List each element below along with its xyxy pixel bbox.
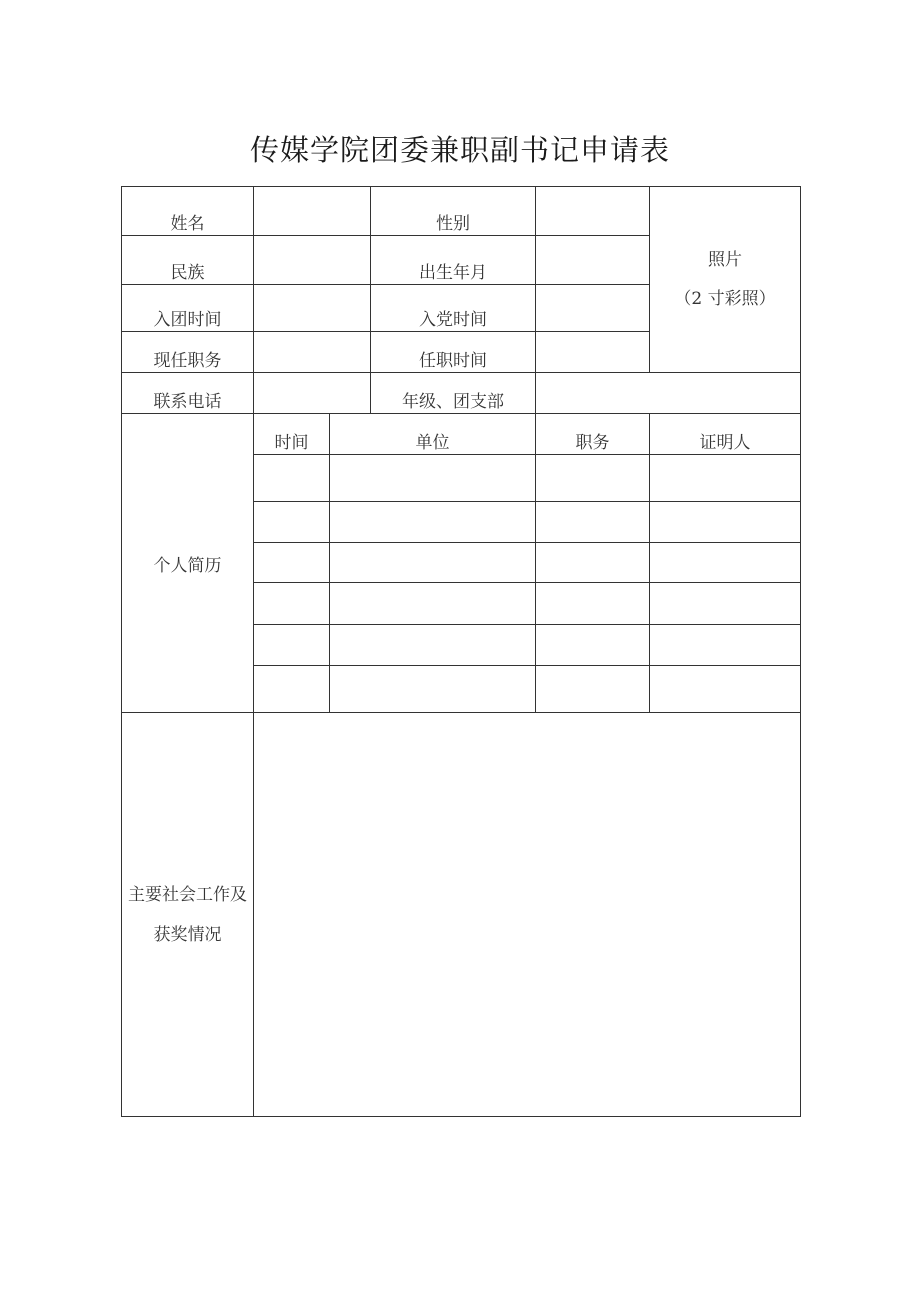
join-league-label: 入团时间	[122, 285, 254, 332]
resume-post-cell[interactable]	[536, 625, 650, 666]
social-work-label-line2: 获奖情况	[153, 924, 222, 945]
resume-post-cell[interactable]	[536, 543, 650, 583]
resume-time-cell[interactable]	[254, 583, 330, 625]
resume-witness-cell[interactable]	[650, 455, 801, 502]
resume-witness-cell[interactable]	[650, 625, 801, 666]
resume-time-cell[interactable]	[254, 502, 330, 543]
resume-unit-cell[interactable]	[330, 625, 536, 666]
resume-post-cell[interactable]	[536, 502, 650, 543]
resume-unit-cell[interactable]	[330, 502, 536, 543]
resume-header-time: 时间	[254, 414, 330, 455]
resume-time-cell[interactable]	[254, 666, 330, 713]
page-title: 传媒学院团委兼职副书记申请表	[249, 133, 670, 167]
social-work-field[interactable]	[254, 713, 801, 1117]
resume-time-cell[interactable]	[254, 543, 330, 583]
resume-time-cell[interactable]	[254, 455, 330, 502]
resume-witness-cell[interactable]	[650, 502, 801, 543]
resume-header-witness: 证明人	[650, 414, 801, 455]
grade-branch-field[interactable]	[536, 373, 801, 414]
resume-post-cell[interactable]	[536, 583, 650, 625]
name-label: 姓名	[122, 187, 254, 236]
phone-label: 联系电话	[122, 373, 254, 414]
photo-box[interactable]	[650, 187, 801, 373]
resume-witness-cell[interactable]	[650, 543, 801, 583]
resume-label: 个人简历	[122, 414, 254, 713]
gender-label: 性别	[371, 187, 536, 236]
form-table	[121, 186, 801, 1117]
social-work-label-line1: 主要社会工作及	[128, 884, 247, 905]
resume-unit-cell[interactable]	[330, 543, 536, 583]
resume-post-cell[interactable]	[536, 666, 650, 713]
join-party-field[interactable]	[536, 285, 650, 332]
photo-label: 照片	[708, 249, 742, 270]
join-league-field[interactable]	[254, 285, 371, 332]
social-work-label	[122, 713, 254, 1117]
resume-header-post: 职务	[536, 414, 650, 455]
birth-field[interactable]	[536, 236, 650, 285]
current-post-field[interactable]	[254, 332, 371, 373]
resume-unit-cell[interactable]	[330, 455, 536, 502]
resume-witness-cell[interactable]	[650, 583, 801, 625]
post-time-label: 任职时间	[371, 332, 536, 373]
application-form	[121, 186, 800, 1115]
ethnicity-field[interactable]	[254, 236, 371, 285]
current-post-label: 现任职务	[122, 332, 254, 373]
phone-field[interactable]	[254, 373, 371, 414]
resume-witness-cell[interactable]	[650, 666, 801, 713]
name-field[interactable]	[254, 187, 371, 236]
join-party-label: 入党时间	[371, 285, 536, 332]
resume-post-cell[interactable]	[536, 455, 650, 502]
grade-branch-label: 年级、团支部	[371, 373, 536, 414]
resume-header-unit: 单位	[330, 414, 536, 455]
resume-unit-cell[interactable]	[330, 583, 536, 625]
post-time-field[interactable]	[536, 332, 650, 373]
photo-size-note: （2 寸彩照）	[674, 288, 776, 309]
resume-unit-cell[interactable]	[330, 666, 536, 713]
gender-field[interactable]	[536, 187, 650, 236]
resume-time-cell[interactable]	[254, 625, 330, 666]
birth-label: 出生年月	[371, 236, 536, 285]
ethnicity-label: 民族	[122, 236, 254, 285]
